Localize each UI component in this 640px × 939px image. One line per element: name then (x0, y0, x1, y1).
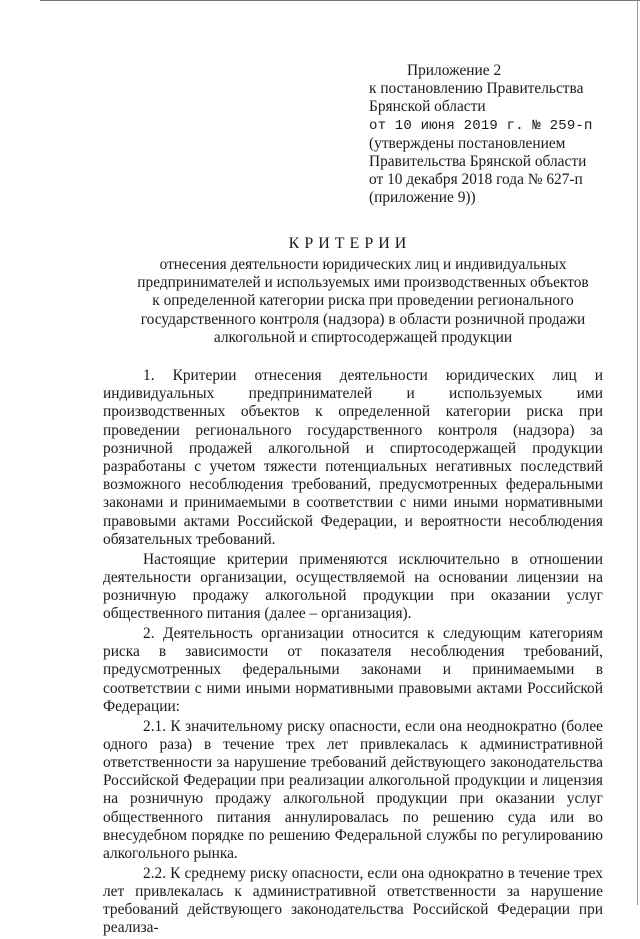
document-title: КРИТЕРИИ (288, 235, 412, 252)
appendix-line-approved: (утверждены постановлением (369, 134, 566, 152)
paragraph-2-2: 2.2. К среднему риску опасности, если она однократно в течение трех лет привлекалась к административной ответственности за нарушение требований действующего законодательства Российской Федерации при реализа- (103, 864, 603, 937)
appendix-line-prev-date: от 10 декабря 2018 года № 627-п (369, 171, 583, 189)
appendix-line-date-number: от 10 июня 2019 г. № 259-п (369, 117, 593, 134)
paragraph-scope: Настоящие критерии применяются исключительно в отношении деятельности организации, осуществляемой на основании лицензии на розничную продажу алкогольной продукции при оказании услуг общественного питания (далее – организация). (103, 550, 603, 623)
appendix-line-annex: (приложение 9)) (369, 189, 476, 207)
subtitle-line: к определенной категории риска при проведении регионального (152, 292, 574, 310)
subtitle-line: государственного контроля (надзора) в области розничной продажи (140, 310, 586, 328)
subtitle-line: отнесения деятельности юридических лиц и индивидуальных (159, 256, 567, 273)
appendix-block (369, 62, 631, 208)
paragraph-2: 2. Деятельность организации относится к следующим категориям риска в зависимости от показателя несоблюдения требований, предусмотренных федеральными законами и принимаемыми в соответствии с ними иными нормативными правовыми актами Российской Федерации: (103, 625, 603, 715)
appendix-line-title: Приложение 2 (407, 62, 502, 79)
document-body (103, 367, 603, 939)
subtitle-line: предпринимателей и используемых ими производственных объектов (137, 274, 589, 292)
scan-top-edge (40, 0, 640, 1)
paragraph-2-1: 2.1. К значительному риску опасности, если она неоднократно (более одного раза) в течение трех лет привлекалась к административной ответственности за нарушение требований действующего законодательства Российской Федерации при реализации алкогольной продукции и лицензия на розничную продажу алкогольной продукции при оказании услуг общественного питания аннулировалась по решению суда или во внесудебном порядке по решению Федеральной службы по регулированию алкогольного рынка. (103, 717, 603, 863)
paragraph-1: 1. Критерии отнесения деятельности юридических лиц и индивидуальных предпринимателей и используемых ими производственных объектов к определенной категории риска при проведении регионального государственного контроля (надзора) за розничной продажей алкогольной и спиртосодержащей продукции разработаны с учетом тяжести потенциальных негативных последствий возможного несоблюдения требований, предусмотренных федеральными законами и принимаемыми в соответствии с ними иными нормативными правовыми актами Российской Федерации, и вероятности несоблюдения обязательных требований. (103, 367, 603, 548)
appendix-line-government: Правительства Брянской области (369, 153, 587, 171)
scan-right-edge (637, 0, 638, 905)
subtitle-line: алкогольной и спиртосодержащей продукции (213, 328, 513, 346)
appendix-line-resolution: к постановлению Правительства (369, 80, 584, 98)
appendix-line-region: Брянской области (369, 98, 486, 116)
document-subtitle (128, 256, 598, 347)
